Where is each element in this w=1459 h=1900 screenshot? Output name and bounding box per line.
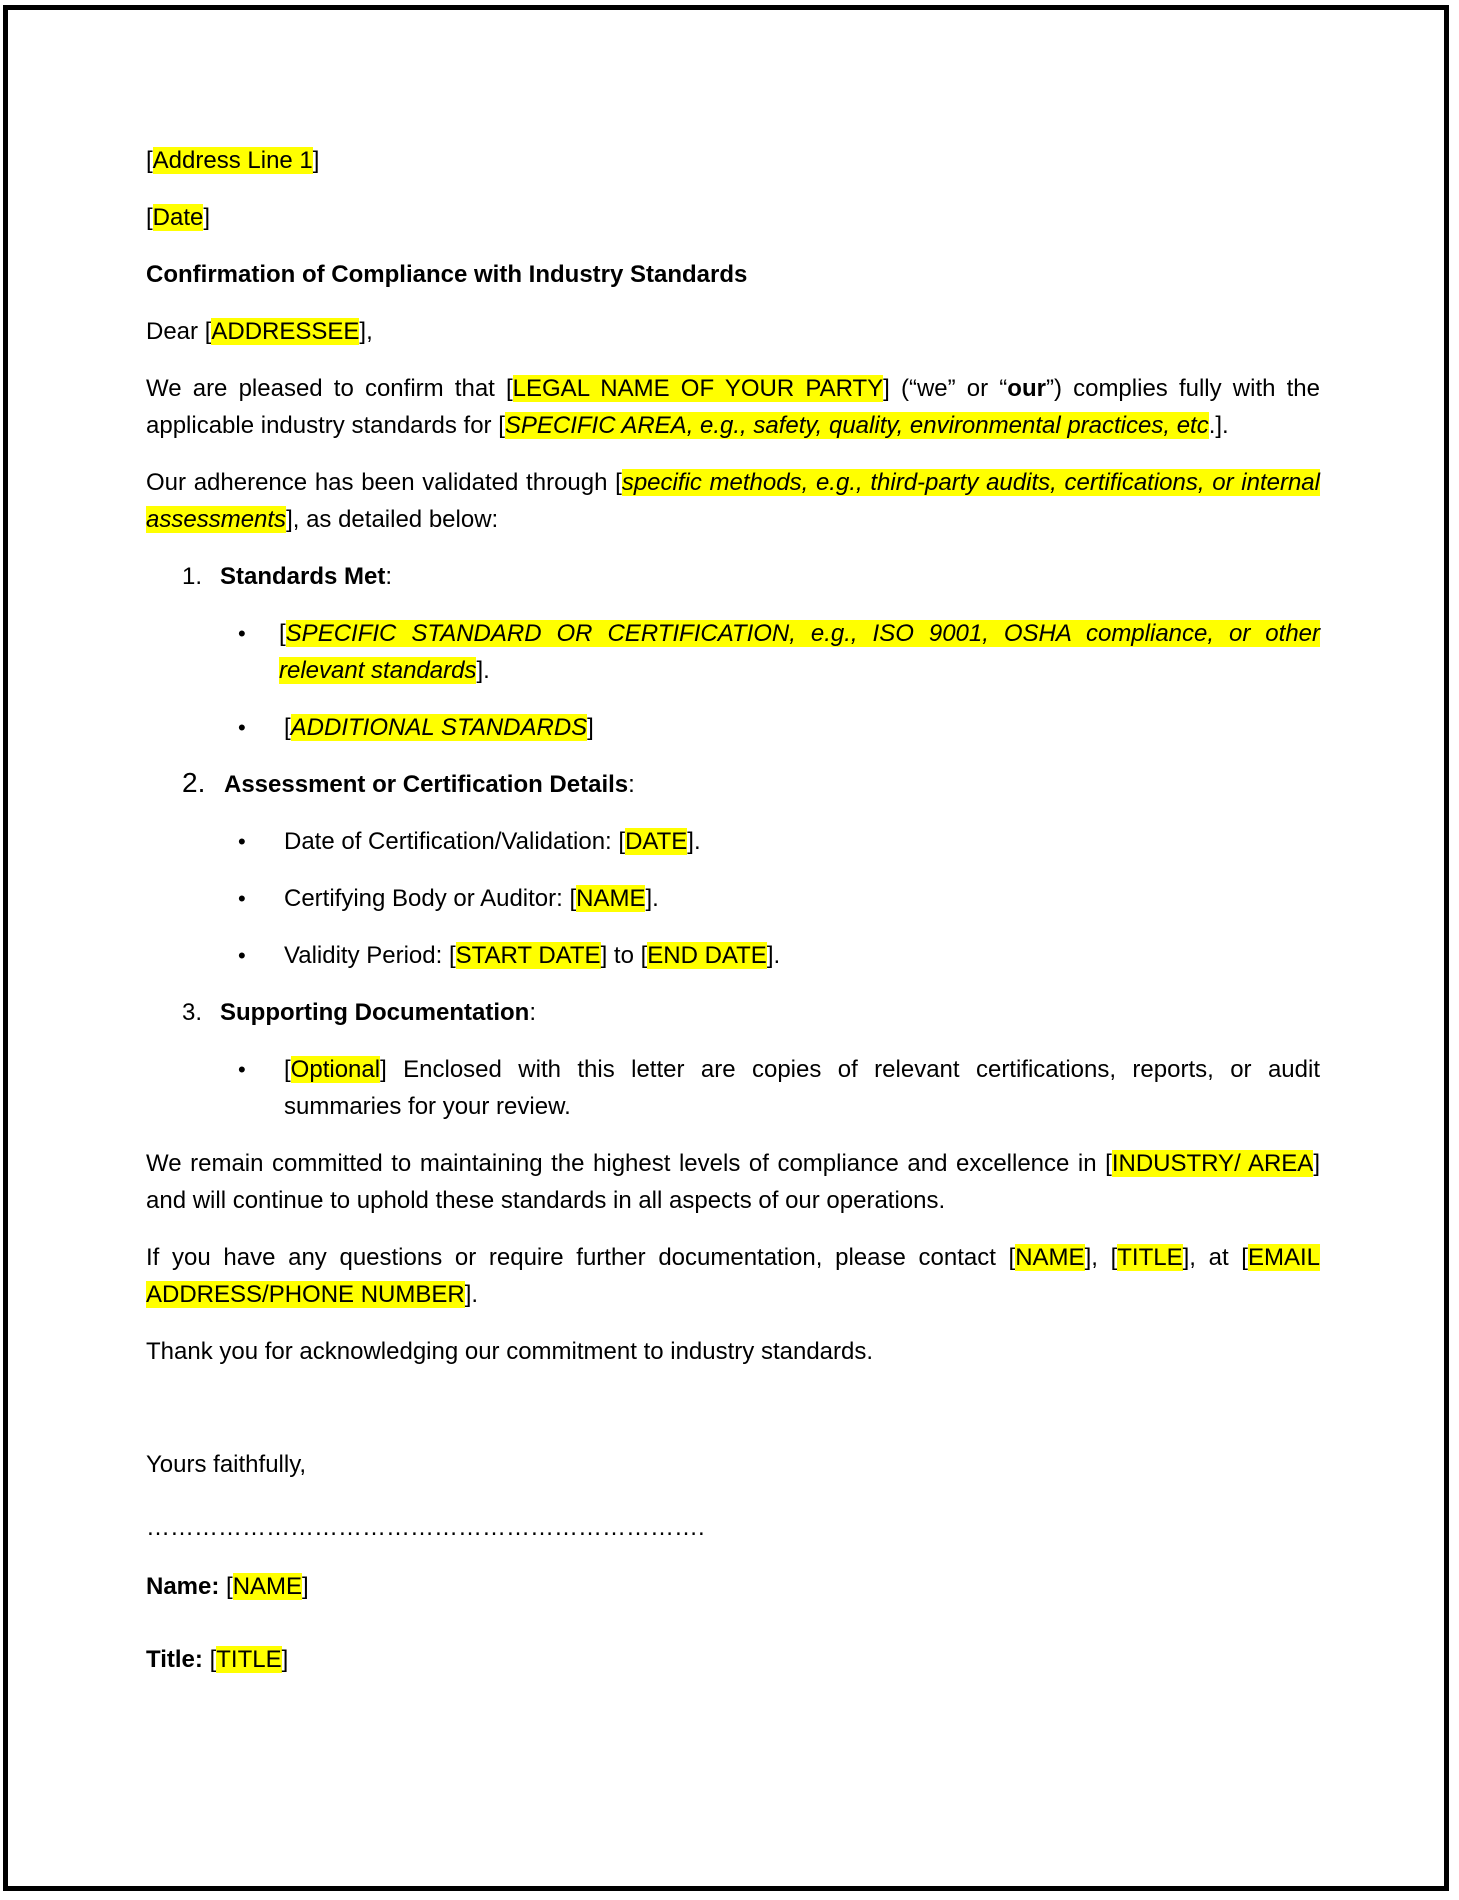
certification-date-placeholder: DATE — [625, 828, 688, 855]
addressee-placeholder: ADDRESSEE — [211, 318, 360, 345]
bullet-icon: • — [238, 621, 246, 646]
signature-line: ……………………………………………………………. — [146, 1514, 705, 1541]
bullet-list — [146, 823, 1320, 974]
section-heading: 2. Assessment or Certification Details: — [146, 766, 1320, 803]
standard-placeholder: SPECIFIC STANDARD OR CERTIFICATION, e.g., ISO 9001, OSHA compliance, or other relevant standards — [279, 620, 1320, 684]
document-page — [3, 5, 1449, 1891]
list-item: • [ADDITIONAL STANDARDS] — [146, 709, 1320, 746]
bullet-icon: • — [238, 1057, 246, 1082]
bullet-icon: • — [238, 829, 246, 854]
section-number: 2. — [182, 767, 206, 798]
list-item: • Validity Period: [START DATE] to [END DATE]. — [146, 937, 1320, 974]
section-heading: 1. Standards Met: — [146, 558, 1320, 595]
section-supporting-documentation — [146, 994, 1320, 1125]
bullet-icon: • — [238, 943, 246, 968]
contact-name-placeholder: NAME — [1015, 1244, 1085, 1271]
additional-standards-placeholder: ADDITIONAL STANDARDS — [290, 714, 588, 741]
closing-line: Yours faithfully, — [146, 1451, 307, 1478]
signatory-title: Title: [TITLE] — [146, 1646, 289, 1673]
our-bold: our — [1007, 375, 1046, 402]
date-placeholder: Date — [152, 204, 204, 231]
letter-heading: Confirmation of Compliance with Industry Standards — [146, 261, 748, 288]
address-line: [Address Line 1] — [146, 147, 320, 174]
thanks-line: Thank you for acknowledging our commitment to industry standards. — [146, 1338, 874, 1365]
start-date-placeholder: START DATE — [455, 942, 601, 969]
paragraph-adherence: Our adherence has been validated through [specific methods, e.g., third-party audits, certifications, or internal assessments], as detailed below: — [146, 469, 1320, 533]
end-date-placeholder: END DATE — [647, 942, 767, 969]
section-assessment-details — [146, 766, 1320, 974]
list-item: • Certifying Body or Auditor: [NAME]. — [146, 880, 1320, 917]
list-item: • [Optional] Enclosed with this letter are copies of relevant certifications, reports, or audit summaries for your review. — [146, 1051, 1320, 1125]
specific-area-placeholder: SPECIFIC AREA, e.g., safety, quality, environmental practices, etc — [504, 412, 1209, 439]
auditor-name-placeholder: NAME — [576, 885, 646, 912]
bullet-list — [146, 615, 1320, 746]
industry-placeholder: INDUSTRY/ AREA — [1111, 1150, 1314, 1177]
date-line: [Date] — [146, 204, 211, 231]
section-standards-met — [146, 558, 1320, 746]
list-item: • Date of Certification/Validation: [DATE]. — [146, 823, 1320, 860]
bullet-list — [146, 1051, 1320, 1125]
section-heading: 3. Supporting Documentation: — [146, 994, 1320, 1031]
optional-placeholder: Optional — [290, 1056, 381, 1083]
methods-placeholder: specific methods, e.g., third-party audits, certifications, or internal assessments — [146, 469, 1320, 533]
paragraph-contact: If you have any questions or require further documentation, please contact [NAME], [TITLE], at [EMAIL ADDRESS/PHONE NUMBER]. — [146, 1244, 1320, 1308]
contact-title-placeholder: TITLE — [1117, 1244, 1183, 1271]
letter-body — [146, 142, 1320, 1714]
spacer — [146, 1390, 1320, 1446]
signatory-name: Name: [NAME] — [146, 1573, 309, 1600]
paragraph-commitment: We remain committed to maintaining the highest levels of compliance and excellence in [INDUSTRY/ AREA] and will continue to uphold these standards in all aspects of our operations. — [146, 1150, 1320, 1214]
address-placeholder: Address Line 1 — [152, 147, 313, 174]
legal-name-placeholder: LEGAL NAME OF YOUR PARTY — [512, 375, 884, 402]
contact-details-placeholder: EMAIL ADDRESS/PHONE NUMBER — [146, 1244, 1320, 1308]
section-number: 3. — [182, 999, 203, 1026]
bullet-icon: • — [238, 886, 246, 911]
paragraph-confirmation: We are pleased to confirm that [LEGAL NAME OF YOUR PARTY] (“we” or “our”) complies fully with the applicable industry standards for [SPECIFIC AREA, e.g., safety, quality, environmental practices, etc.]. — [146, 375, 1320, 439]
sections-list — [146, 558, 1320, 1125]
salutation: Dear [ADDRESSEE], — [146, 318, 373, 345]
section-number: 1. — [182, 563, 203, 590]
list-item: • [SPECIFIC STANDARD OR CERTIFICATION, e.g., ISO 9001, OSHA compliance, or other relevant standards]. — [146, 615, 1320, 689]
signatory-name-placeholder: NAME — [232, 1573, 303, 1600]
bullet-icon: • — [238, 715, 246, 740]
signatory-title-placeholder: TITLE — [216, 1646, 282, 1673]
